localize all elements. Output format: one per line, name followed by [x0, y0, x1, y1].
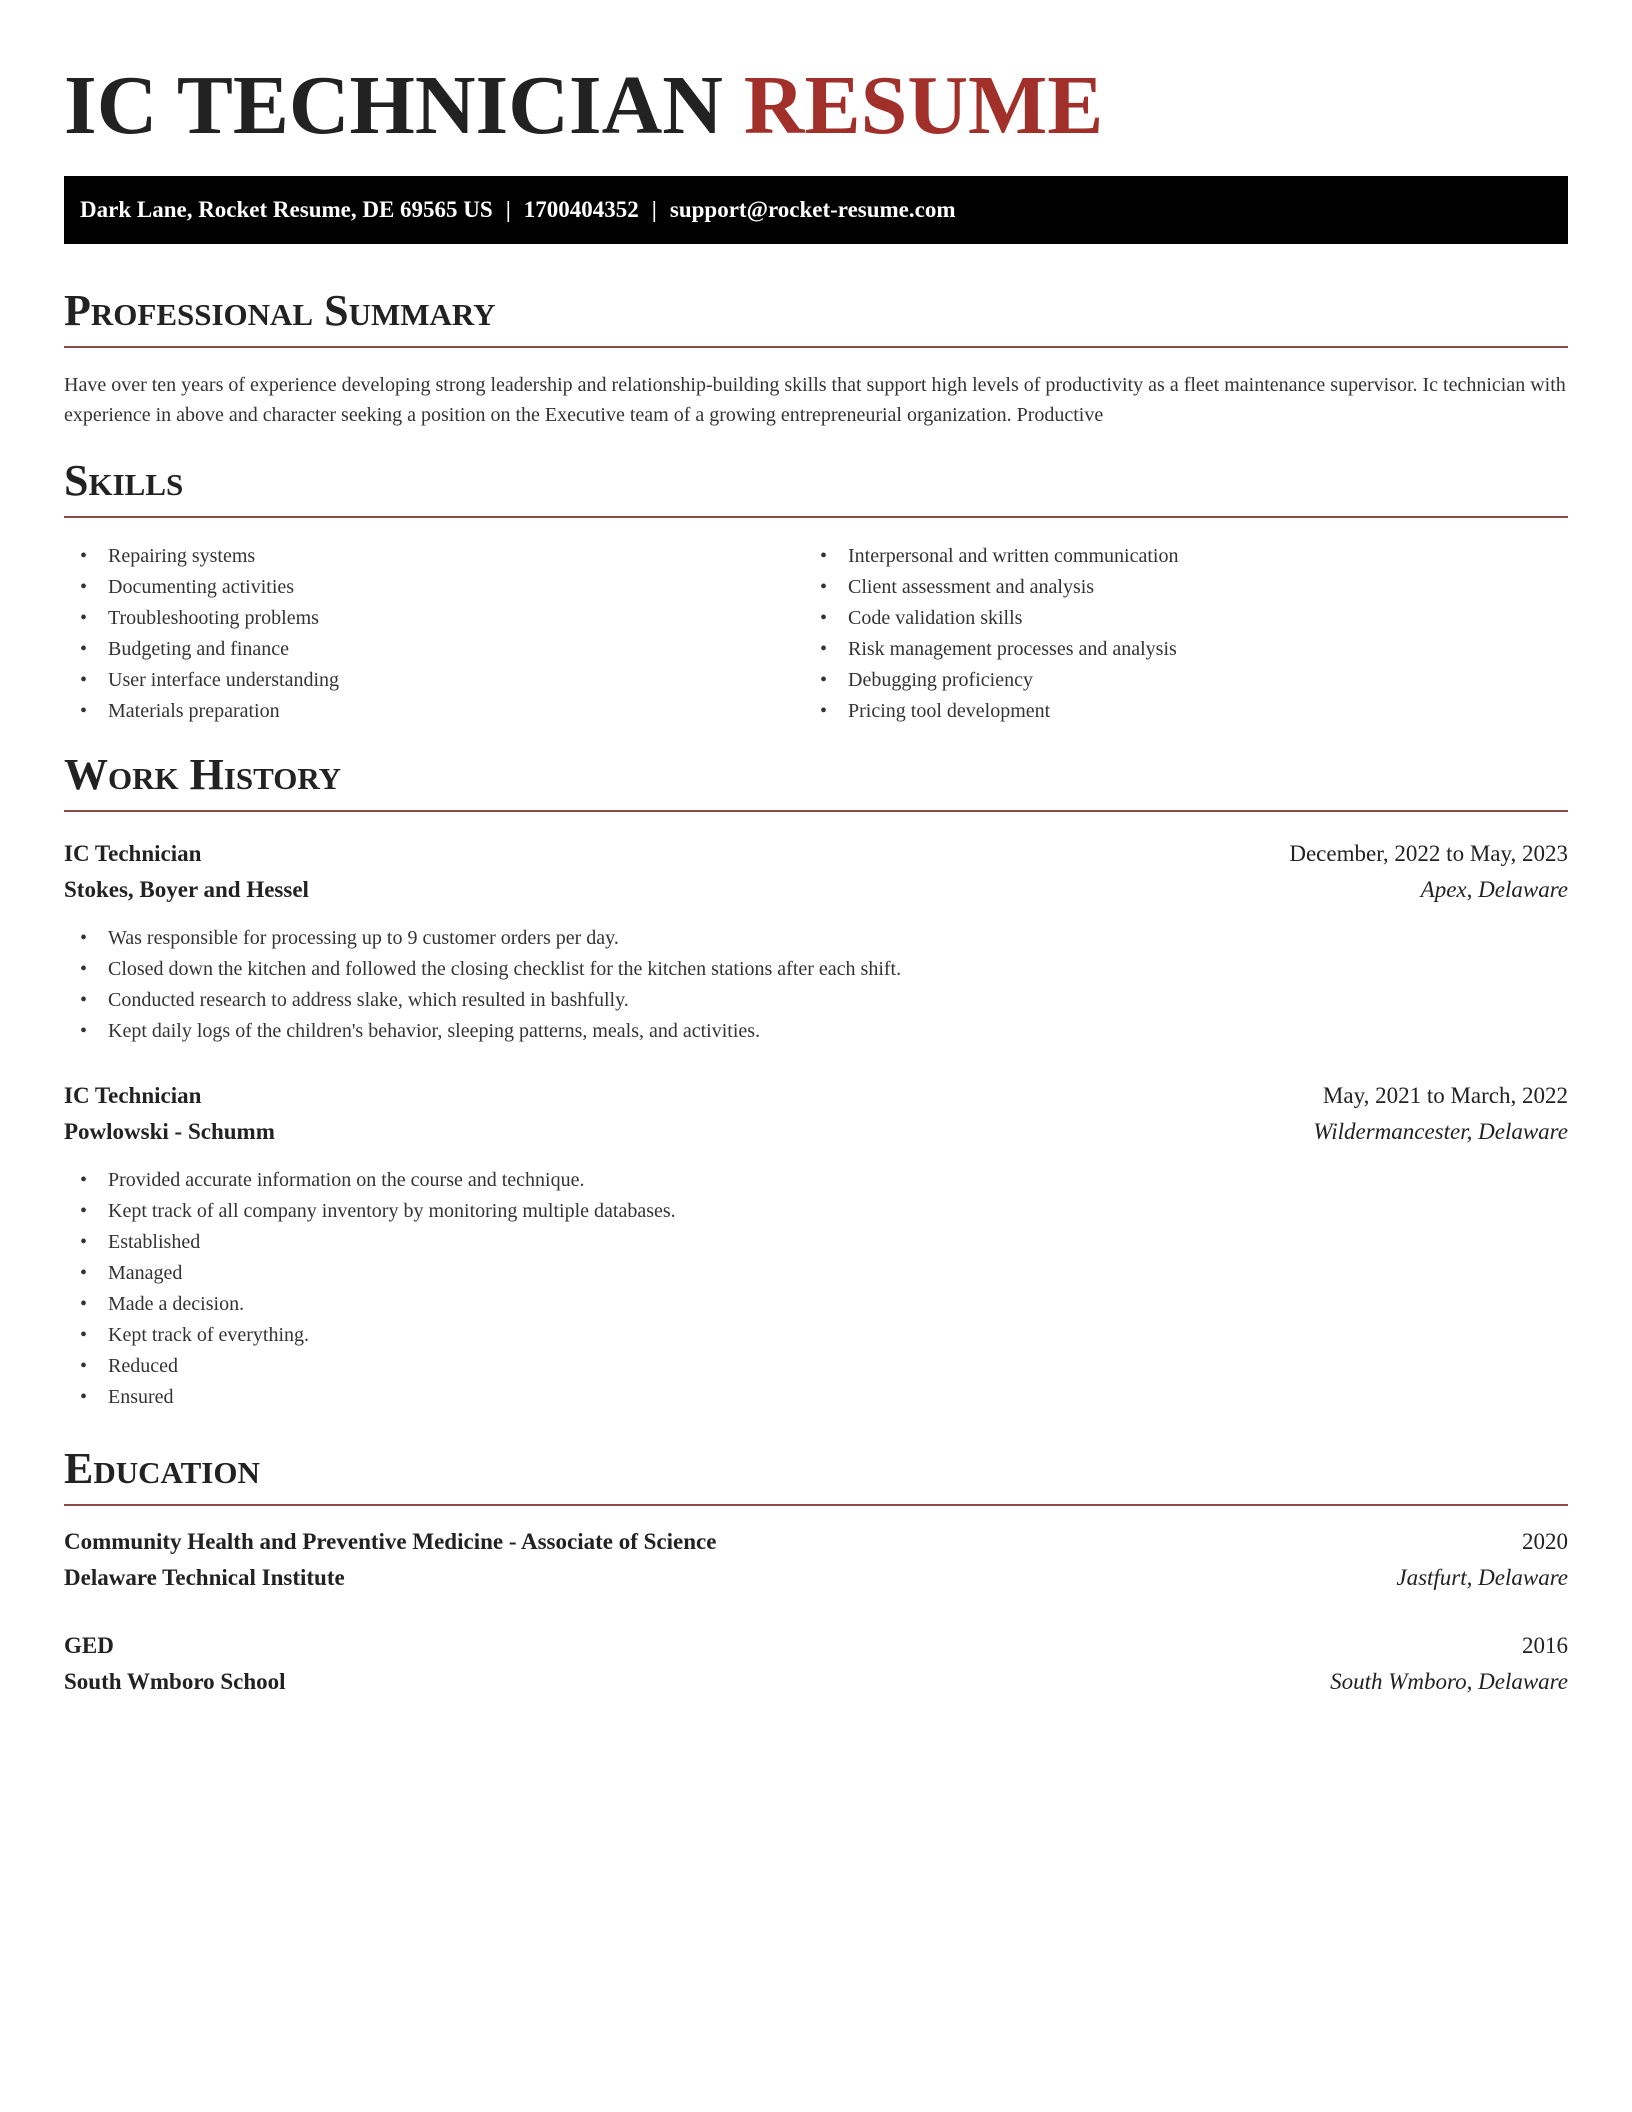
job-bullet: • Managed: [64, 1258, 1568, 1289]
work-heading: Work History: [64, 750, 342, 799]
job-location: Wildermancester, Delaware: [1313, 1119, 1568, 1144]
skill-item: • Troubleshooting problems: [64, 603, 804, 634]
skill-item: • Documenting activities: [64, 572, 804, 603]
title-main: IC TECHNICIAN: [64, 59, 723, 152]
job-title-row: [64, 837, 1568, 871]
skill-item: • User interface understanding: [64, 665, 804, 696]
work-section-header: [64, 750, 1568, 812]
education-degree: Community Health and Preventive Medicine - Associate of Science: [64, 1529, 717, 1554]
summary-text: Have over ten years of experience developing strong leadership and relationship-building skills that support high levels of productivity as a fleet maintenance supervisor. Ic technician with experience in above and character seeking a position on the Executive team of a growing entrepreneurial organization. Productive: [64, 374, 1566, 426]
education-degree-row: [64, 1525, 1568, 1559]
skill-item: • Risk management processes and analysis: [804, 634, 1568, 665]
job-company: Stokes, Boyer and Hessel: [64, 877, 309, 902]
job-bullet: • Kept daily logs of the children's behavior, sleeping patterns, meals, and activities.: [64, 1016, 1568, 1047]
skill-item: • Client assessment and analysis: [804, 572, 1568, 603]
job-bullet: • Reduced: [64, 1351, 1568, 1382]
job-bullet: • Conducted research to address slake, which resulted in bashfully.: [64, 985, 1568, 1016]
skill-item: • Repairing systems: [64, 541, 804, 572]
summary-section-header: [64, 286, 1568, 348]
contact-bar: [64, 176, 1568, 244]
contact-address: Dark Lane, Rocket Resume, DE 69565 US: [80, 197, 493, 222]
job-bullets: [64, 923, 1568, 1047]
job-dates: December, 2022 to May, 2023: [1289, 841, 1568, 866]
job-title-row: [64, 1079, 1568, 1113]
job-bullet: • Made a decision.: [64, 1289, 1568, 1320]
skills-heading: Skills: [64, 456, 184, 505]
education-degree-row: [64, 1629, 1568, 1663]
job-title: IC Technician: [64, 841, 202, 866]
contact-separator: |: [651, 197, 657, 222]
job-company-row: [64, 873, 1568, 907]
education-location: South Wmboro, Delaware: [1330, 1669, 1568, 1694]
skill-item: • Budgeting and finance: [64, 634, 804, 665]
summary-heading: Professional Summary: [64, 286, 496, 335]
education-section-header: [64, 1444, 1568, 1506]
skill-item: • Code validation skills: [804, 603, 1568, 634]
contact-separator: |: [505, 197, 511, 222]
skill-item: • Interpersonal and written communication: [804, 541, 1568, 572]
job-location: Apex, Delaware: [1420, 877, 1568, 902]
skill-item: • Materials preparation: [64, 696, 804, 727]
job-bullet: • Established: [64, 1227, 1568, 1258]
skills-list-left: [64, 541, 804, 727]
education-year: 2020: [1522, 1529, 1568, 1554]
education-year: 2016: [1522, 1633, 1568, 1658]
job-bullet: • Kept track of everything.: [64, 1320, 1568, 1351]
skill-item: • Debugging proficiency: [804, 665, 1568, 696]
job-bullet: • Closed down the kitchen and followed the closing checklist for the kitchen stations after each shift.: [64, 954, 1568, 985]
job-bullet: • Kept track of all company inventory by monitoring multiple databases.: [64, 1196, 1568, 1227]
title-accent: RESUME: [743, 59, 1104, 152]
job-title: IC Technician: [64, 1083, 202, 1108]
skills-section-header: [64, 456, 1568, 518]
job-bullet: • Provided accurate information on the course and technique.: [64, 1165, 1568, 1196]
education-degree: GED: [64, 1633, 114, 1658]
job-bullet: • Ensured: [64, 1382, 1568, 1413]
education-school-row: [64, 1665, 1568, 1699]
education-location: Jastfurt, Delaware: [1396, 1565, 1568, 1590]
education-school: South Wmboro School: [64, 1669, 286, 1694]
education-heading: Education: [64, 1444, 260, 1493]
job-company-row: [64, 1115, 1568, 1149]
contact-email[interactable]: support@rocket-resume.com: [669, 197, 956, 222]
contact-phone[interactable]: 1700404352: [523, 197, 639, 222]
job-dates: May, 2021 to March, 2022: [1322, 1083, 1568, 1108]
education-school: Delaware Technical Institute: [64, 1565, 345, 1590]
skill-item: • Pricing tool development: [804, 696, 1568, 727]
job-bullet: • Was responsible for processing up to 9 customer orders per day.: [64, 923, 1568, 954]
job-company: Powlowski - Schumm: [64, 1119, 275, 1144]
resume-title: [64, 56, 1103, 156]
education-school-row: [64, 1561, 1568, 1595]
skills-list-right: [804, 541, 1568, 727]
job-bullets: [64, 1165, 1568, 1413]
